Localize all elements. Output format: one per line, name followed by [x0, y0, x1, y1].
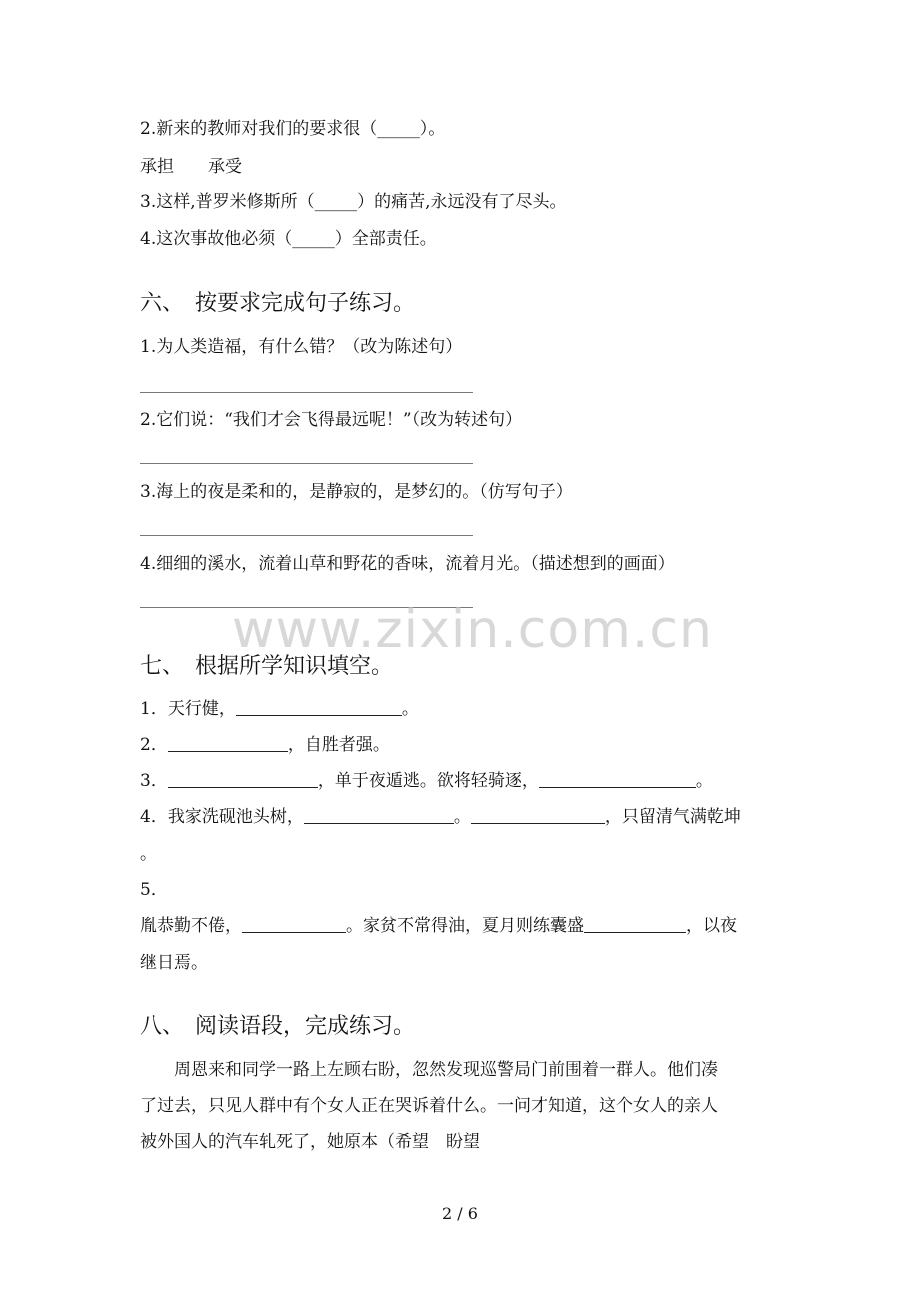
reading-paragraph-line: 周恩来和同学一路上左顾右盼，忽然发现巡警局门前围着一群人。他们凑 [140, 1060, 718, 1080]
fill-blank[interactable] [168, 769, 318, 788]
section7-q1 [140, 697, 419, 721]
q2-prefix: 2． [140, 735, 168, 755]
q5-mid: 。家贫不常得油，夏月则练囊盛 [346, 916, 584, 936]
q3-mid: ，单于夜遁逃。欲将轻骑逐， [317, 771, 539, 791]
fill-blank[interactable] [584, 914, 686, 933]
section7-q5 [140, 914, 737, 938]
q4-prefix: 4．我家洗砚池头树， [140, 807, 304, 827]
answer-line [140, 535, 473, 536]
section7-q4-tail: 。 [140, 844, 157, 864]
watermark: www.zixin.com.cn [232, 600, 713, 660]
fill-blank[interactable] [304, 805, 454, 824]
section5-options: 承担 承受 [140, 157, 242, 177]
section6-q1: 1.为人类造福，有什么错？（改为陈述句） [140, 337, 463, 357]
section7-q2 [140, 733, 390, 757]
section6-heading: 六、 按要求完成句子练习。 [140, 291, 416, 316]
fill-blank[interactable] [242, 914, 346, 933]
section6-q2: 2.它们说：“我们才会飞得最远呢！”（改为转述句） [140, 410, 523, 430]
section7-q3 [140, 769, 713, 793]
section7-q5-tail: 继日焉。 [140, 953, 208, 973]
fill-blank[interactable] [539, 769, 696, 788]
page-number: 2 / 6 [442, 1204, 478, 1223]
section5-q4: 4.这次事故他必须（_____）全部责任。 [140, 229, 437, 249]
section6-q3: 3.海上的夜是柔和的，是静寂的，是梦幻的。（仿写句子） [140, 482, 573, 502]
section5-q3: 3.这样,普罗米修斯所（_____）的痛苦,永远没有了尽头。 [140, 192, 567, 212]
q4-suffix: ，只留清气满乾坤 [604, 807, 741, 827]
fill-blank[interactable] [168, 733, 288, 752]
section7-q5-number: 5． [140, 880, 168, 900]
q3-prefix: 3． [140, 771, 168, 791]
section7-heading: 七、 根据所学知识填空。 [140, 654, 394, 679]
q1-prefix: 1．天行健， [140, 699, 236, 719]
section8-heading: 八、 阅读语段，完成练习。 [140, 1014, 416, 1039]
reading-paragraph-line: 了过去，只见人群中有个女人正在哭诉着什么。一问才知道，这个女人的亲人 [140, 1096, 718, 1116]
section6-q4: 4.细细的溪水，流着山草和野花的香味，流着月光。（描述想到的画面） [140, 554, 675, 574]
reading-paragraph-line: 被外国人的汽车轧死了，她原本（希望 盼望 [140, 1132, 480, 1152]
section5-q2: 2.新来的教师对我们的要求很（_____）。 [140, 119, 446, 139]
fill-blank[interactable] [236, 697, 402, 716]
q3-suffix: 。 [695, 771, 713, 791]
q4-mid: 。 [453, 807, 471, 827]
section7-q4 [140, 805, 741, 829]
q2-suffix: ，自胜者强。 [287, 735, 390, 755]
q1-suffix: 。 [401, 699, 419, 719]
fill-blank[interactable] [471, 805, 605, 824]
q5-suffix: ，以夜 [686, 916, 737, 936]
answer-line [140, 392, 473, 393]
q5-prefix: 胤恭勤不倦， [140, 916, 242, 936]
answer-line [140, 463, 473, 464]
